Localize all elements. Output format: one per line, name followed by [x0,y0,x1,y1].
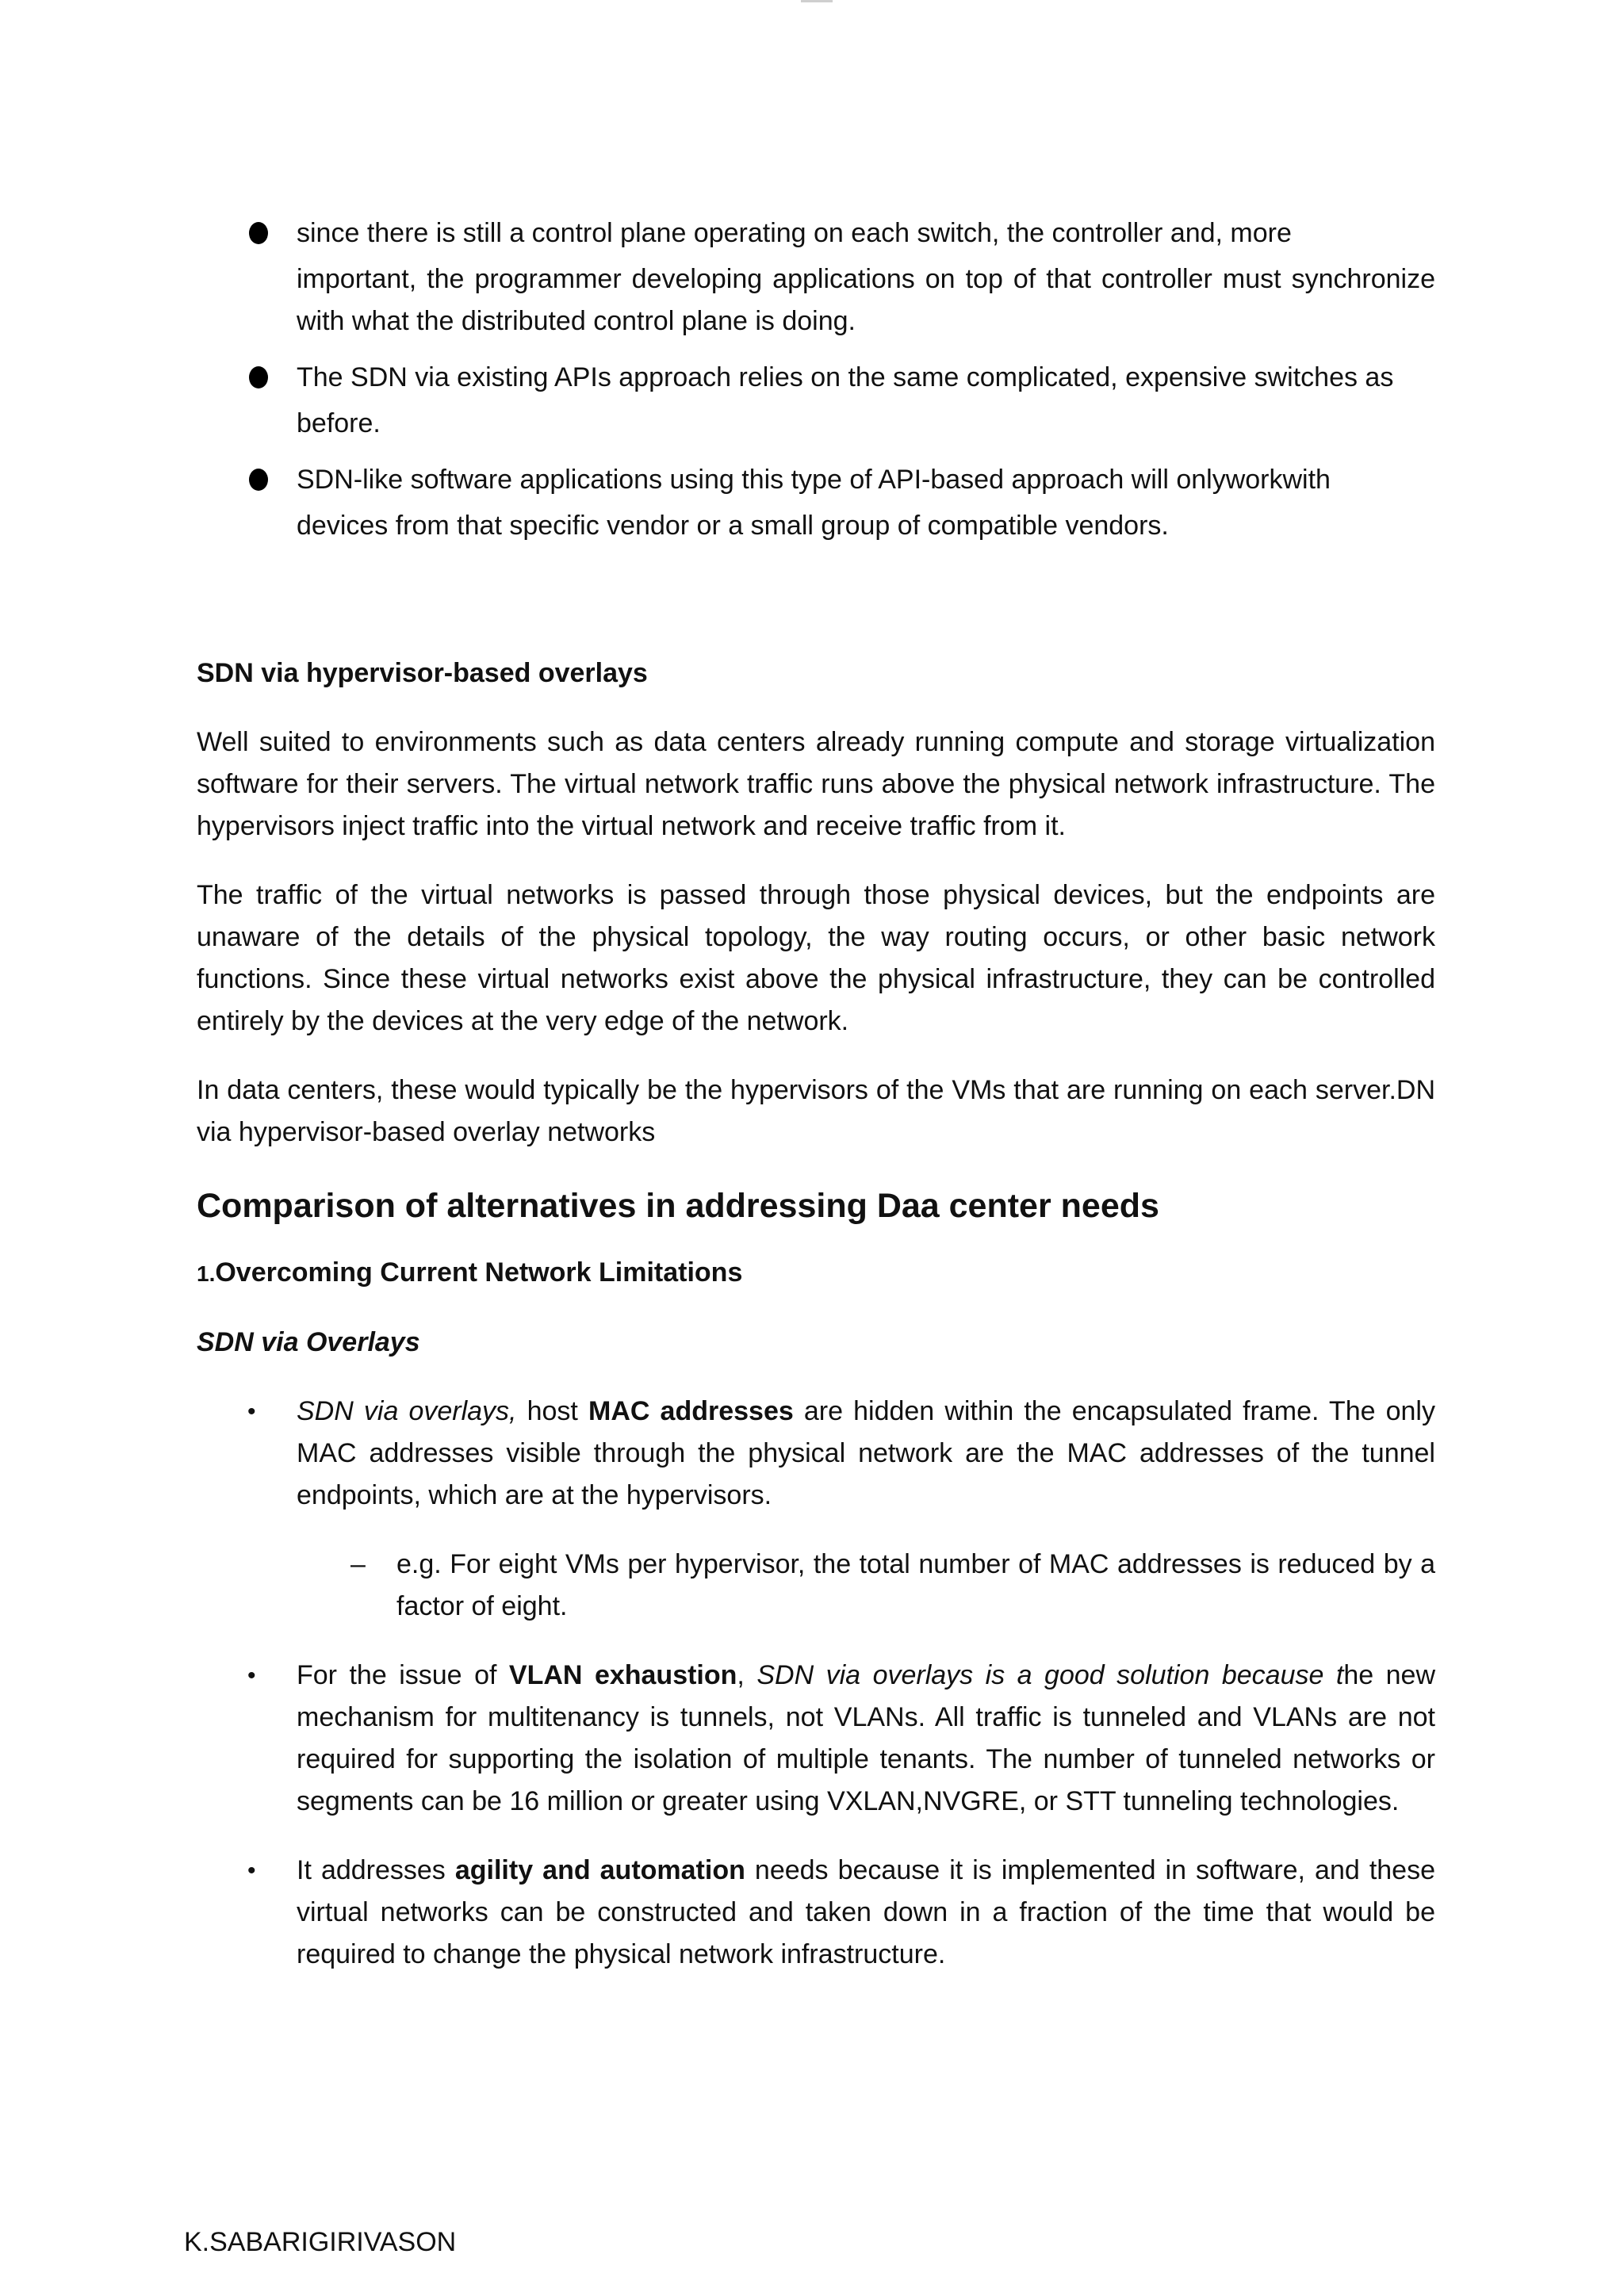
comparison-heading: Comparison of alternatives in addressing Daa center needs [197,1187,1159,1225]
bullet-icon: • [247,1663,256,1689]
list-item [197,1391,1435,1628]
bullet-italic-lead: SDN via overlays, [297,1396,517,1426]
bullet-dot-icon [249,222,268,244]
bullet-text: It addresses [297,1855,455,1885]
bullet-text: he new mechanism for multitenancy is tunnels, not VLANs. All trafﬁc is tunneled and VLANs are not required for supporting the isolation of multiple tenants. The number of tunneled networks or segments can be 16 million or greater using VXLAN,NVGRE, or STT tunneling technologies. [297,1660,1435,1816]
sub-bullet-text: e.g. For eight VMs per hypervisor, the total number of MAC addresses is reduced by a factor of eight. [396,1549,1435,1621]
list-item [297,1544,1435,1628]
list-item [197,1655,1435,1823]
numbered-heading [197,1252,1435,1295]
list-item [197,352,1435,445]
bullet-first-line: SDN-like software applications using this type of API-based approach will onlyworkwith [297,465,1331,495]
list-item [197,1850,1435,1976]
list-item [197,454,1435,547]
bullet-dot-icon [249,366,268,388]
bullet-rest: devices from that specific vendor or a small group of compatible vendors. [297,511,1169,541]
bullet-text: For the issue of [297,1660,509,1690]
bullet-first-line: since there is still a control plane operating on each switch, the controller and, more [297,218,1292,248]
bullet-text: are hidden within the encapsulated frame. The only MAC addresses visible through the physical network are the MAC addresses of the tunnel endpoints, which are at the hypervisors. [297,1396,1435,1510]
bullet-rest: before. [297,408,381,438]
footer-author: K.SABARIGIRIVASON [184,2227,457,2257]
top-bullet-list [197,208,1435,547]
overlays-bullet-list [197,1391,1435,1976]
bullet-text: , [737,1660,757,1690]
page-content [197,208,1435,1976]
heading-number: 1. [197,1261,216,1286]
subheading-overlays: SDN via Overlays [197,1327,420,1357]
paragraph: In data centers, these would typically be the hypervisors of the VMs that are running on each server.DN via hypervisor-based overlay networks [197,1075,1435,1147]
section-heading-overlays: SDN via hypervisor-based overlays [197,658,648,688]
bullet-italic: SDN via overlays is a good solution because t [756,1660,1344,1690]
dash-icon: – [350,1549,366,1579]
sub-bullet-list [297,1544,1435,1628]
heading-title: Overcoming Current Network Limitations [215,1257,743,1288]
bullet-text: host [516,1396,588,1426]
paragraph: The trafﬁc of the virtual networks is passed through those physical devices, but the endpoints are unaware of the details of the physical topology, the way routing occurs, or other basic network functions. Since these virtual networks exist above the physical infrastructure, they can be controlled entirely by the devices at the very edge of the network. [197,880,1435,1036]
bullet-bold: agility and automation [454,1855,745,1885]
bullet-text: needs because it is implemented in software, and these virtual networks can be constructed and taken down in a fraction of the time that would be required to change the physical network infrastructure. [297,1855,1435,1969]
bullet-rest: important, the programmer developing applications on top of that controller must synchronize with what the distributed control plane is doing. [297,264,1435,336]
header-mark [801,0,833,2]
bullet-first-line: The SDN via existing APIs approach relies on the same complicated, expensive switches as [297,362,1394,392]
bullet-icon: • [247,1858,256,1884]
paragraph: Well suited to environments such as data centers already running compute and storage virtualization software for their servers. The virtual network trafﬁc runs above the physical network infrastructure. The hypervisors inject trafﬁc into the virtual network and receive trafﬁc from it. [197,727,1435,841]
bullet-bold: VLAN exhaustion [508,1660,737,1690]
bullet-bold: MAC addresses [588,1396,794,1426]
bullet-dot-icon [249,469,268,491]
list-item [197,208,1435,342]
bullet-icon: • [247,1399,256,1425]
